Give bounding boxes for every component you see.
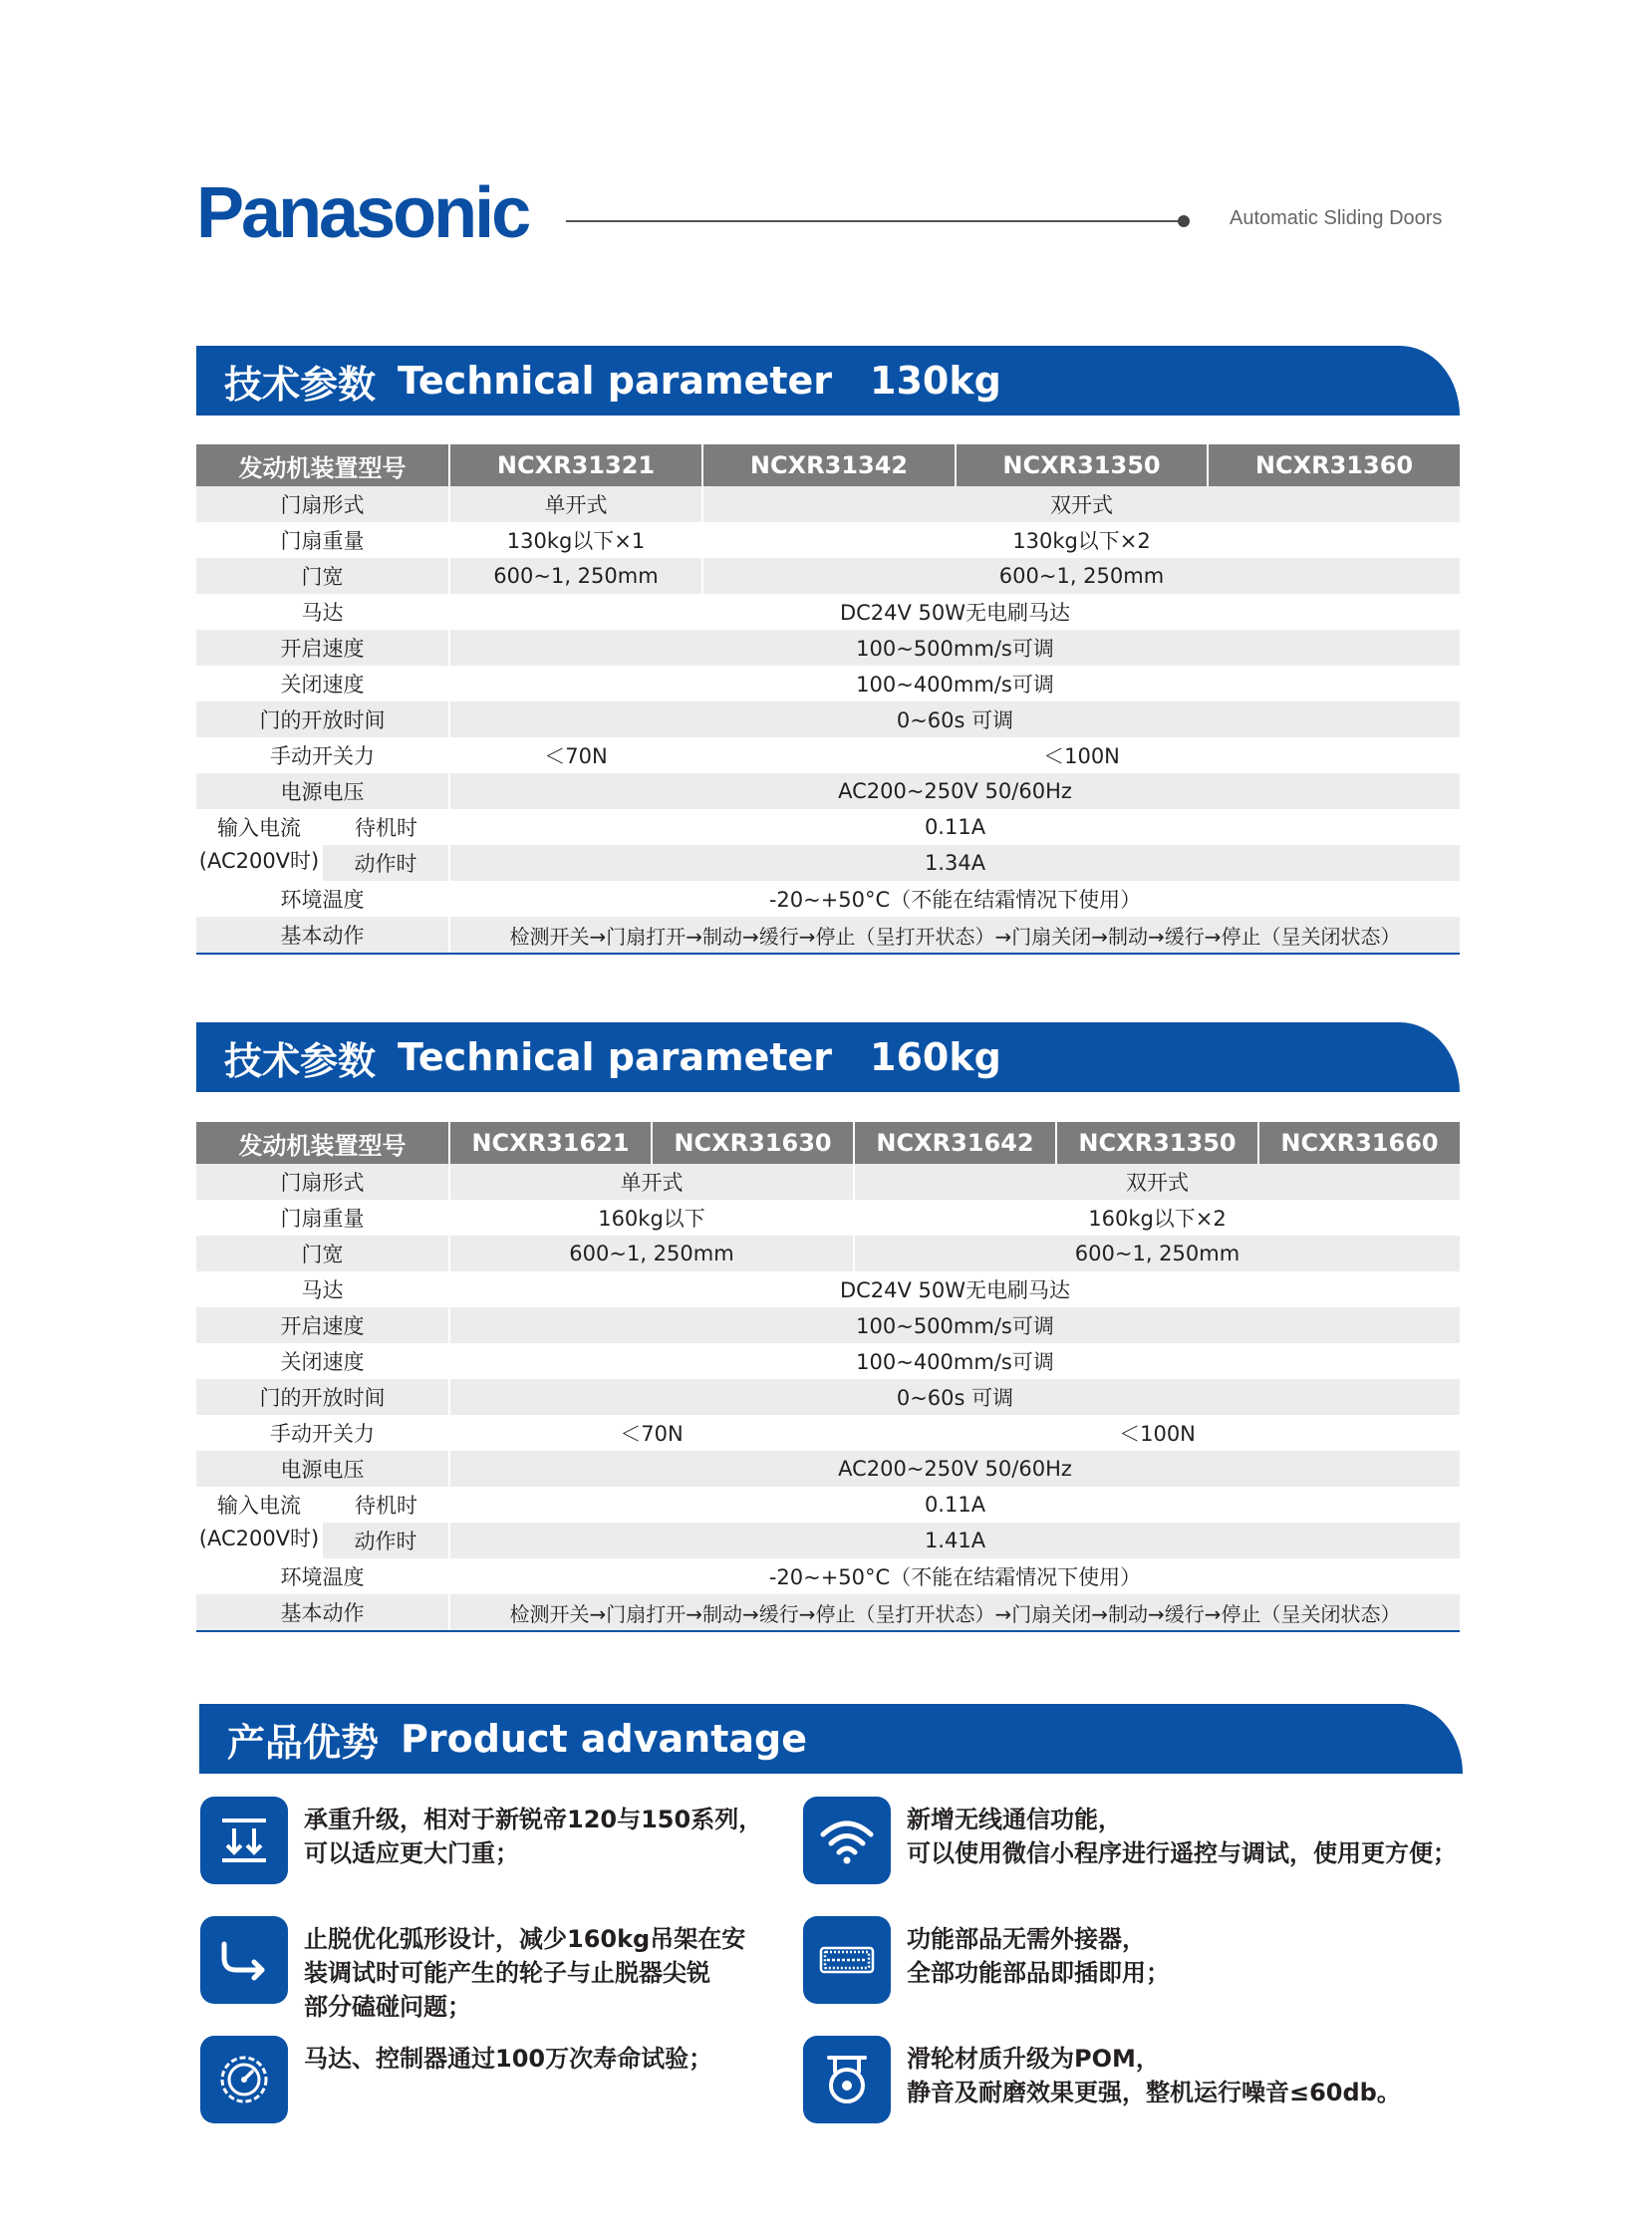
row-label: 电源电压: [196, 773, 449, 809]
row-label: 手动开关力: [196, 737, 449, 773]
banner-title-cn: 技术参数: [224, 1038, 377, 1083]
cell-value: -20~+50°C（不能在结霜情况下使用）: [449, 1558, 1460, 1594]
cell-value: 600~1, 250mm: [449, 1236, 854, 1271]
row-label: 手动开关力: [196, 1415, 449, 1451]
cell-value: 600~1, 250mm: [854, 1236, 1460, 1271]
header-rule-dot: [1178, 215, 1190, 227]
row-label: 门扇重量: [196, 522, 449, 558]
table-row: [196, 630, 1460, 666]
current-label-line2: (AC200V时): [198, 1527, 320, 1550]
model-header: NCXR31321: [449, 444, 702, 486]
cell-value: 检测开关→门扇打开→制动→缓行→停止（呈打开状态）→门扇关闭→制动→缓行→停止（呈关闭状态）: [449, 917, 1460, 954]
banner-title-weight: 160kg: [870, 1035, 1001, 1079]
banner-title-en: Technical parameter: [398, 359, 833, 403]
cell-value: 600~1, 250mm: [702, 558, 1460, 594]
current-label-line1: 输入电流: [217, 816, 301, 840]
banner-title-cn: 技术参数: [224, 362, 377, 407]
table-row: [196, 522, 1460, 558]
table-row: [196, 701, 1460, 737]
row-label: 门的开放时间: [196, 1379, 449, 1415]
row-label: 门扇形式: [196, 486, 449, 522]
advantage-item: [803, 2036, 1401, 2123]
advantage-line: 马达、控制器通过100万次寿命试验；: [304, 2045, 713, 2073]
table-row: [196, 666, 1460, 701]
cell-value: 单开式: [449, 486, 702, 522]
cell-value: ＜100N: [854, 1415, 1460, 1451]
table-row: [196, 1200, 1460, 1236]
cell-value: ＜100N: [702, 737, 1460, 773]
header-model-label: 发动机装置型号: [196, 1122, 449, 1164]
row-label: 开启速度: [196, 1307, 449, 1343]
cell-value: 160kg以下×2: [854, 1200, 1460, 1236]
table-row: [196, 1594, 1460, 1631]
section-banner-160kg: [196, 1022, 1460, 1092]
row-label: 环境温度: [196, 881, 449, 917]
model-header: NCXR31621: [449, 1122, 652, 1164]
spec-table-130kg: [196, 444, 1460, 955]
table-row: [196, 1236, 1460, 1271]
banner-title-weight: 130kg: [870, 359, 1001, 403]
connector-module-icon: [803, 1916, 891, 2004]
cell-value: 双开式: [702, 486, 1460, 522]
table-row: [196, 558, 1460, 594]
advantage-line: 止脱优化弧形设计，减少160kg吊架在安: [304, 1925, 746, 1953]
table-row: [196, 845, 1460, 881]
cell-value: 单开式: [449, 1164, 854, 1200]
load-icon: [200, 1797, 288, 1884]
advantage-item: [200, 2036, 712, 2123]
current-label-line1: 输入电流: [217, 1494, 301, 1518]
row-sublabel: 待机时: [323, 809, 449, 845]
cell-value: 0~60s 可调: [449, 701, 1460, 737]
table-row: [196, 737, 1460, 773]
cell-value: 0.11A: [449, 809, 1460, 845]
advantage-line: 全部功能部品即插即用；: [907, 1959, 1170, 1987]
row-label: 环境温度: [196, 1558, 449, 1594]
current-label-line2: (AC200V时): [198, 849, 320, 873]
table-row: [196, 486, 1460, 522]
table-row: [196, 1451, 1460, 1487]
row-label: 关闭速度: [196, 666, 449, 701]
banner-title-en: Technical parameter: [398, 1035, 833, 1079]
header-rule: [566, 220, 1184, 222]
cell-value: AC200~250V 50/60Hz: [449, 1451, 1460, 1487]
cell-value: DC24V 50W无电刷马达: [449, 1271, 1460, 1307]
table-header-row: [196, 444, 1460, 486]
row-label: 马达: [196, 1271, 449, 1307]
model-header: NCXR31360: [1208, 444, 1460, 486]
row-label: 关闭速度: [196, 1343, 449, 1379]
advantage-line: 功能部品无需外接器，: [907, 1925, 1146, 1953]
advantage-line: 装调试时可能产生的轮子与止脱器尖锐: [304, 1959, 710, 1987]
row-label: 门扇重量: [196, 1200, 449, 1236]
advantage-line: 新增无线通信功能，: [907, 1806, 1122, 1833]
advantage-item: [803, 1797, 1457, 1884]
row-label: 电源电压: [196, 1451, 449, 1487]
advantage-item: [200, 1916, 745, 2024]
banner-title-cn: 产品优势: [227, 1720, 380, 1765]
cell-value: 130kg以下×2: [702, 522, 1460, 558]
table-row: [196, 1271, 1460, 1307]
table-row: [196, 809, 1460, 845]
header-model-label: 发动机装置型号: [196, 444, 449, 486]
table-row: [196, 1523, 1460, 1558]
cell-value: 双开式: [854, 1164, 1460, 1200]
banner-title-en: Product advantage: [401, 1717, 807, 1761]
model-header: NCXR31342: [702, 444, 956, 486]
cell-value: 100~400mm/s可调: [449, 666, 1460, 701]
spec-table-160kg: [196, 1122, 1460, 1632]
model-header: NCXR31660: [1258, 1122, 1460, 1164]
model-header: NCXR31642: [854, 1122, 1056, 1164]
table-header-row: [196, 1122, 1460, 1164]
table-row: [196, 1379, 1460, 1415]
table-row: [196, 881, 1460, 917]
row-label-current: [196, 809, 323, 881]
cell-value: 0~60s 可调: [449, 1379, 1460, 1415]
cell-value: 100~500mm/s可调: [449, 1307, 1460, 1343]
row-sublabel: 动作时: [323, 845, 449, 881]
header-category: Automatic Sliding Doors: [1230, 207, 1443, 229]
wheel-icon: [803, 2036, 891, 2123]
section-banner-advantage: [199, 1704, 1463, 1774]
advantage-item: [200, 1797, 762, 1884]
table-row: [196, 773, 1460, 809]
wifi-icon: [803, 1797, 891, 1884]
row-label: 马达: [196, 594, 449, 630]
table-row: [196, 1487, 1460, 1523]
row-label-current: [196, 1487, 323, 1558]
cell-value: -20~+50°C（不能在结霜情况下使用）: [449, 881, 1460, 917]
table-row: [196, 594, 1460, 630]
table-row: [196, 1558, 1460, 1594]
row-label: 门宽: [196, 558, 449, 594]
advantage-line: 滑轮材质升级为POM，: [907, 2045, 1160, 2073]
advantage-line: 部分磕碰问题；: [304, 1993, 471, 2021]
cell-value: DC24V 50W无电刷马达: [449, 594, 1460, 630]
curved-arrow-icon: [200, 1916, 288, 2004]
advantage-line: 静音及耐磨效果更强，整机运行噪音≤60db。: [907, 2079, 1401, 2106]
cell-value: ＜70N: [449, 737, 702, 773]
section-banner-130kg: [196, 346, 1460, 416]
cell-value: 130kg以下×1: [449, 522, 702, 558]
advantage-line: 承重升级，相对于新锐帝120与150系列，: [304, 1806, 763, 1833]
cell-value: 0.11A: [449, 1487, 1460, 1523]
cell-value: 100~500mm/s可调: [449, 630, 1460, 666]
cell-value: 100~400mm/s可调: [449, 1343, 1460, 1379]
row-label: 门的开放时间: [196, 701, 449, 737]
cell-value: AC200~250V 50/60Hz: [449, 773, 1460, 809]
row-label: 门扇形式: [196, 1164, 449, 1200]
table-row: [196, 917, 1460, 954]
cell-value: 160kg以下: [449, 1200, 854, 1236]
row-sublabel: 待机时: [323, 1487, 449, 1523]
table-row: [196, 1343, 1460, 1379]
advantage-line: 可以使用微信小程序进行遥控与调试，使用更方便；: [907, 1839, 1457, 1867]
cell-value: ＜70N: [449, 1415, 854, 1451]
table-row: [196, 1307, 1460, 1343]
row-label: 基本动作: [196, 1594, 449, 1631]
cell-value: 600~1, 250mm: [449, 558, 702, 594]
cell-value: 1.34A: [449, 845, 1460, 881]
advantage-item: [803, 1916, 1170, 2004]
table-row: [196, 1415, 1460, 1451]
row-label: 门宽: [196, 1236, 449, 1271]
table-row: [196, 1164, 1460, 1200]
row-label: 基本动作: [196, 917, 449, 954]
brand-logo: Panasonic: [196, 173, 529, 253]
advantage-line: 可以适应更大门重；: [304, 1839, 519, 1867]
gauge-gear-icon: [200, 2036, 288, 2123]
model-header: NCXR31350: [1056, 1122, 1258, 1164]
model-header: NCXR31630: [652, 1122, 854, 1164]
cell-value: 1.41A: [449, 1523, 1460, 1558]
row-sublabel: 动作时: [323, 1523, 449, 1558]
model-header: NCXR31350: [956, 444, 1208, 486]
row-label: 开启速度: [196, 630, 449, 666]
cell-value: 检测开关→门扇打开→制动→缓行→停止（呈打开状态）→门扇关闭→制动→缓行→停止（呈关闭状态）: [449, 1594, 1460, 1631]
